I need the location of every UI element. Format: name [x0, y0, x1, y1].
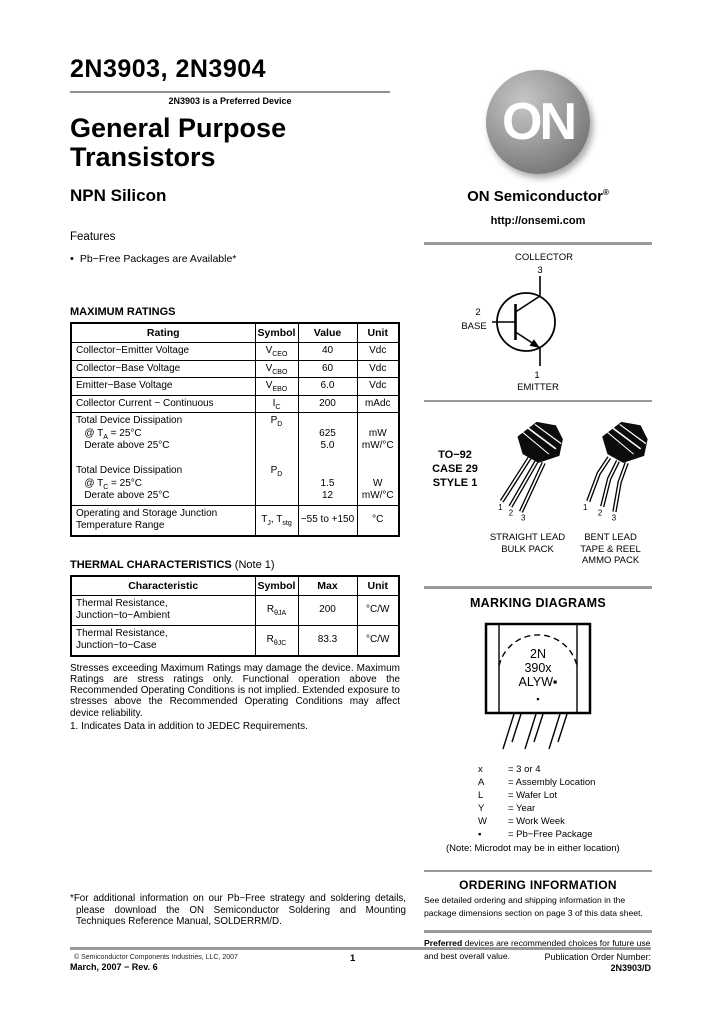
brand-name: ON Semiconductor® [467, 188, 609, 205]
section-divider [424, 930, 652, 933]
column-header: Symbol [255, 576, 298, 596]
to92-bent-drawing [569, 408, 652, 530]
marking-diagram-figure [476, 620, 600, 761]
footer-copyright: © Semiconductor Components Industries, LLC, 2007 [74, 954, 238, 961]
table-cell: Collector Current − Continuous [71, 395, 255, 413]
publication-order-number: 2N3903/D [610, 963, 651, 973]
emitter-arrow-icon [530, 339, 541, 348]
table-cell: Vdc [357, 378, 399, 396]
table-cell: Emitter−Base Voltage [71, 378, 255, 396]
npn-symbol-drawing [458, 249, 618, 393]
title-rule [70, 91, 390, 93]
publication-order-label: Publication Order Number: [544, 952, 651, 962]
page-number: 1 [350, 953, 356, 964]
marking-line-2: 390x [524, 660, 552, 675]
table-cell: 40 [298, 343, 357, 361]
feature-bullet-item: • Pb−Free Packages are Available* [70, 253, 237, 265]
part-title: 2N3903, 2N3904 [70, 55, 267, 83]
table-cell: °C [357, 505, 399, 536]
stress-ratings-note: Stresses exceeding Maximum Ratings may damage the device. Maximum Ratings are stress ratings only. Functional operation above the Recommended Operating Conditions is not implied. Extended exposure to stresses above the Recommended Operating Conditions may affect device reliability. [70, 662, 400, 719]
column-header: Unit [357, 576, 399, 596]
marking-package-drawing [476, 620, 600, 756]
table-cell: $I_C$ [255, 395, 298, 413]
section-divider [424, 400, 652, 403]
table-row [71, 395, 399, 413]
pin-number: 1 [498, 503, 503, 513]
table-cell: Thermal Resistance, Junction−to−Case [71, 625, 255, 656]
bent-lead-figure [569, 408, 652, 580]
on-logo-text: ON [502, 93, 574, 151]
column-header: Value [298, 323, 357, 343]
column-header: Max [298, 576, 357, 596]
features-heading: Features [70, 231, 116, 243]
section-divider [424, 586, 652, 589]
table-cell: 200 [298, 595, 357, 625]
footer-rule [70, 947, 651, 950]
table-cell: $V_{CEO}$ [255, 343, 298, 361]
thermal-characteristics-heading: THERMAL CHARACTERISTICS (Note 1) [70, 558, 275, 571]
microdot-note: (Note: Microdot may be in either location) [446, 842, 620, 854]
table-cell: Vdc [357, 360, 399, 378]
column-header: Rating [71, 323, 255, 343]
table-cell: $P_D$ $P_D$ [255, 413, 298, 506]
maximum-ratings-table [70, 322, 400, 537]
jedec-note: 1. Indicates Data in addition to JEDEC Requirements. [70, 720, 308, 732]
legend-row: Y = Year [478, 802, 536, 814]
maximum-ratings-heading: MAXIMUM RATINGS [70, 306, 176, 318]
table-cell: °C/W [357, 625, 399, 656]
table-cell: 200 [298, 395, 357, 413]
column-header: Characteristic [71, 576, 255, 596]
table-cell: Collector−Base Voltage [71, 360, 255, 378]
to92-straight-drawing [486, 408, 569, 530]
table-cell: $R_{\theta JC}$ [255, 625, 298, 656]
table-cell: Vdc [357, 343, 399, 361]
microdot-icon: ▪ [536, 693, 540, 704]
marking-line-1: 2N [530, 646, 546, 661]
pin-number: 2 [508, 508, 514, 518]
marking-diagrams-heading: MARKING DIAGRAMS [469, 595, 607, 610]
table-cell: Thermal Resistance, Junction−to−Ambient [71, 595, 255, 625]
base-label: BASE [461, 320, 487, 332]
table-header-row [71, 323, 399, 343]
table-row [71, 378, 399, 396]
pin-number: 3 [520, 513, 526, 523]
pbfree-footnote: *For additional information on our Pb−Free strategy and soldering details, please download the ON Semiconductor Soldering and Mounting Techniques Reference Manual, SOLDERRM/D. [70, 893, 406, 927]
page-title: General Purpose Transistors [70, 113, 287, 172]
registered-mark: ® [602, 188, 609, 197]
preferred-devices-note: Preferred devices are recommended choices for future use and best overall value. [424, 937, 651, 961]
straight-lead-caption: STRAIGHT LEAD BULK PACK [489, 532, 566, 555]
table-cell: $T_J$, $T_{stg}$ [255, 505, 298, 536]
table-header-row [71, 576, 399, 596]
legend-row: A = Assembly Location [478, 776, 596, 788]
marking-line-3: ALYW▪ [518, 674, 558, 689]
brand-url-link[interactable]: http://onsemi.com [490, 215, 586, 227]
table-row [71, 625, 399, 656]
table-row [71, 413, 399, 506]
table-cell: mAdc [357, 395, 399, 413]
pin-number: 1 [582, 503, 588, 513]
on-semiconductor-logo [486, 70, 590, 174]
table-row [71, 360, 399, 378]
legend-row: ▪ = Pb−Free Package [478, 828, 593, 840]
collector-label: COLLECTOR [515, 251, 573, 263]
table-cell: Total Device Dissipation @ $T_A = 25^\circ C$ Derate above 25°C Total Device Dissipation @ $T_C = 25^\circ C$ Derate above 25°C [71, 413, 255, 506]
legend-row: L = Wafer Lot [478, 789, 558, 801]
section-divider [424, 242, 652, 245]
transistor-symbol-figure [458, 249, 618, 398]
table-cell: $V_{CBO}$ [255, 360, 298, 378]
bent-lead-caption: BENT LEAD TAPE & REEL AMMO PACK [580, 532, 641, 566]
legend-row: W = Work Week [478, 815, 565, 827]
emitter-pin-number: 1 [534, 369, 540, 381]
ordering-information-body: See detailed ordering and shipping information in the package dimensions section on page 3 of this data sheet. [424, 895, 643, 918]
legend-row: x = 3 or 4 [478, 763, 541, 775]
subtitle-npn-silicon: NPN Silicon [70, 186, 167, 205]
table-cell: 60 [298, 360, 357, 378]
table-cell: 83.3 [298, 625, 357, 656]
thermal-characteristics-table [70, 575, 400, 657]
base-pin-number: 2 [475, 306, 481, 318]
table-cell: 6.0 [298, 378, 357, 396]
table-cell: mW mW/°C W mW/°C [357, 413, 399, 506]
table-cell: −55 to +150 [298, 505, 357, 536]
column-header: Unit [357, 323, 399, 343]
right-column [424, 70, 652, 963]
straight-lead-figure [486, 408, 569, 580]
table-row [71, 505, 399, 536]
table-row [71, 343, 399, 361]
footer-revision: March, 2007 − Rev. 6 [70, 962, 158, 972]
bullet-icon: • [70, 253, 74, 265]
table-cell: 625 5.0 1.5 12 [298, 413, 357, 506]
case-style-label: TO−92 CASE 29 STYLE 1 [432, 449, 478, 489]
table-row [71, 595, 399, 625]
table-cell: Operating and Storage Junction Temperature Range [71, 505, 255, 536]
preferred-device-note: 2N3903 is a Preferred Device [168, 96, 292, 106]
table-cell: Collector−Emitter Voltage [71, 343, 255, 361]
ordering-information-heading: ORDERING INFORMATION [459, 878, 617, 892]
pin-number: 3 [611, 513, 617, 523]
table-cell: °C/W [357, 595, 399, 625]
publication-order-block [430, 952, 651, 974]
pin-number: 2 [597, 508, 603, 518]
column-header: Symbol [255, 323, 298, 343]
section-divider [424, 870, 652, 873]
emitter-label: EMITTER [517, 381, 559, 393]
marking-legend [424, 763, 652, 841]
left-column [70, 55, 398, 732]
collector-pin-number: 3 [537, 264, 543, 276]
table-cell: $V_{EBO}$ [255, 378, 298, 396]
table-cell: $R_{\theta JA}$ [255, 595, 298, 625]
package-section [424, 408, 652, 580]
